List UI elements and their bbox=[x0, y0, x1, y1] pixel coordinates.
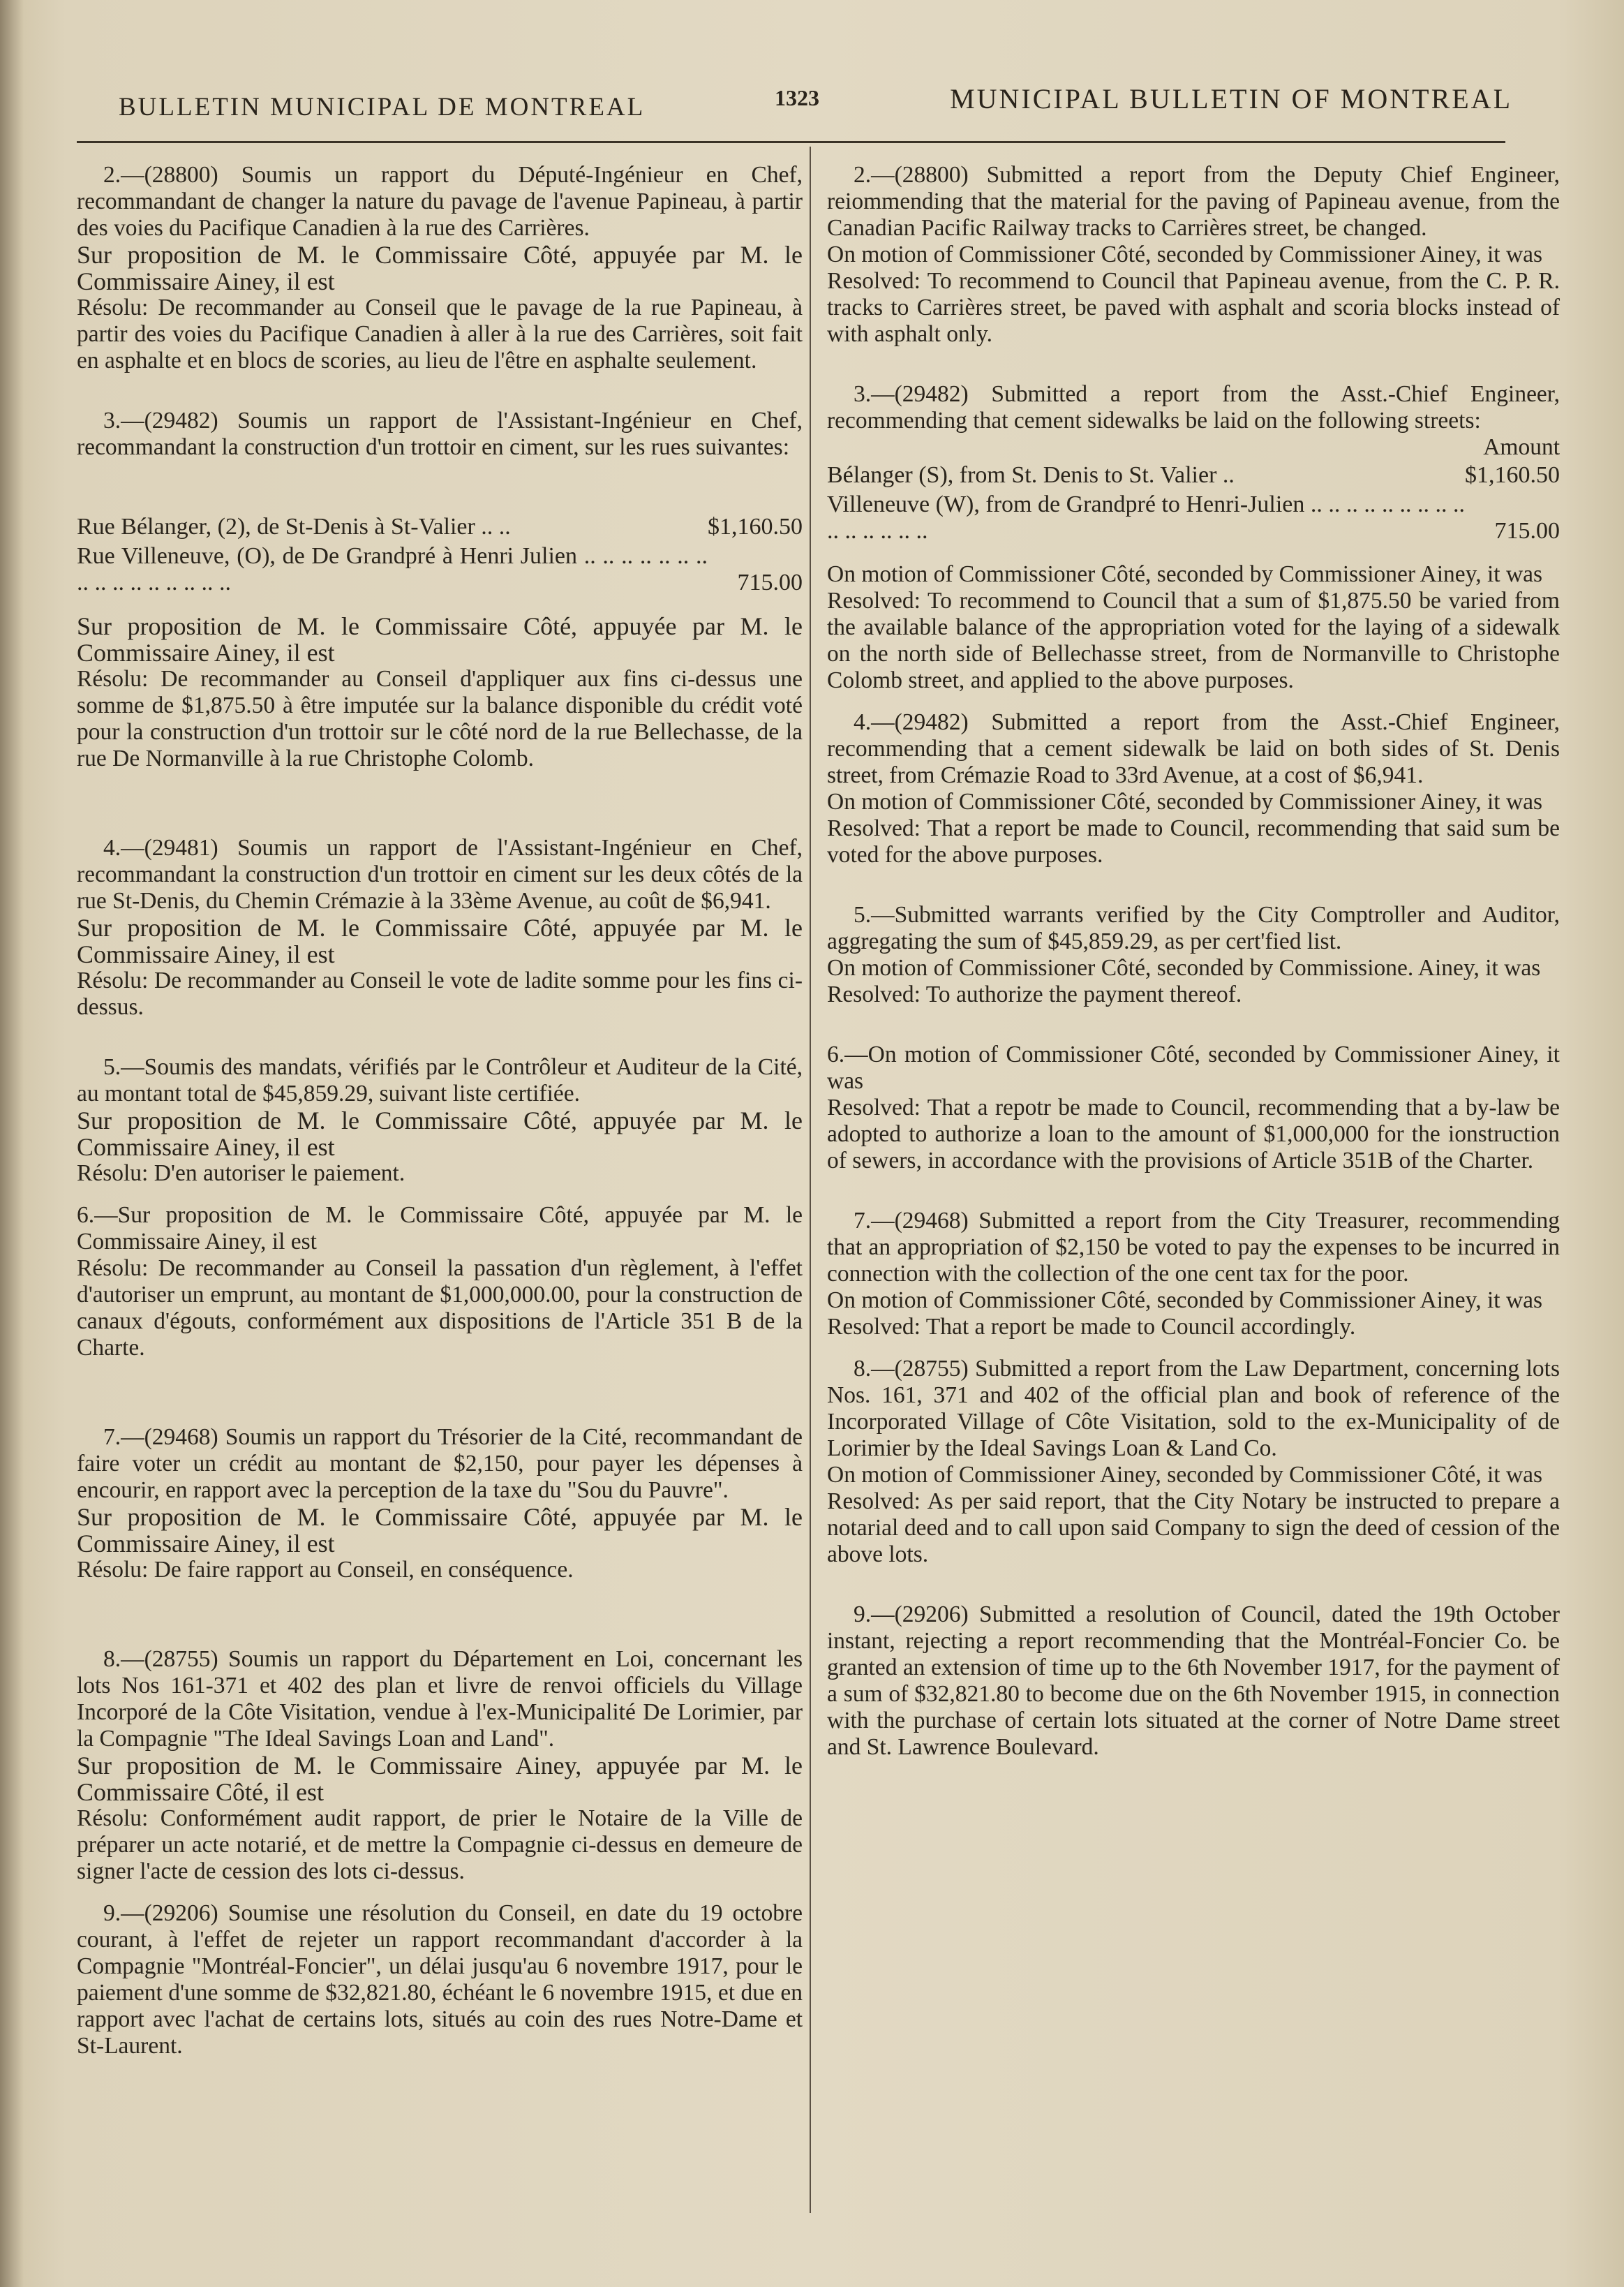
en-street-cell: Villeneuve (W), from de Grandpré to Henri-Julien .. .. .. .. .. .. .. .. .. .. .. .. .. .. .. bbox=[827, 491, 1465, 544]
fr-item-3 bbox=[77, 408, 803, 772]
en-item-6 bbox=[827, 1042, 1560, 1174]
en-item-5-report: 5.—Submitted warrants verified by the City Comptroller and Auditor, aggregating the sum of $45,859.29, as per cert'fied list. bbox=[827, 902, 1560, 954]
en-amount-cell: $1,160.50 bbox=[1465, 462, 1560, 488]
fr-item-5-report: 5.—Soumis des mandats, vérifiés par le Contrôleur et Auditeur de la Cité, au montant total de $45,859.29, suivant liste certifiée. bbox=[77, 1054, 803, 1107]
en-item-2-report: 2.—(28800) Submitted a report from the Deputy Chief Engineer, reiommending that the material for the paving of Papineau avenue, from the Canadian Pacific Railway tracks to Carrières street, be changed. bbox=[827, 162, 1560, 241]
en-item-6-resolution: Resolved: That a repotr be made to Council, recommending that a by-law be adopted to authorize a loan to the amount of $1,000,000 for the ionstruction of sewers, in accordance with the provisions of Article 351B of the Charter. bbox=[827, 1095, 1560, 1174]
french-column bbox=[77, 162, 803, 2059]
fr-item-9-report: 9.—(29206) Soumise une résolution du Conseil, en date du 19 octobre courant, à l'effet de rejeter un rapport recommandant d'accorder à la Compagnie "Montréal-Foncier", un délai jusqu'au 6 novembre 1917, pour le paiement d'une somme de $32,821.80, échéant le 6 novembre 1915, et due en rapport avec l'achat de certains lots, situés au coin des rues Notre-Dame et St-Laurent. bbox=[77, 1900, 803, 2059]
en-item-3-motion: On motion of Commissioner Côté, seconded by Commissioner Ainey, it was bbox=[827, 561, 1543, 587]
fr-item-3-resolution: Résolu: De recommander au Conseil d'appliquer aux fins ci-dessus une somme de $1,875.50 à être imputée sur la balance disponible du crédit voté pour la construction d'un trottoir sur le côté nord de la rue Bellechasse, de la rue De Normanville à la rue Christophe Colomb. bbox=[77, 666, 803, 771]
en-item-8 bbox=[827, 1356, 1560, 1568]
en-item-9 bbox=[827, 1601, 1560, 1761]
fr-item-7 bbox=[77, 1424, 803, 1583]
fr-item-2 bbox=[77, 162, 803, 374]
en-item-9-report: 9.—(29206) Submitted a resolution of Council, dated the 19th October instant, rejecting a report recommending that the Montréal-Foncier Co. be granted an extension of time up to the 6th November 1917, for the payment of a sum of $32,821.80 to become due on the 6th November 1915, in connection with the purchase of certain lots situated at the corner of Notre Dame street and St. Lawrence Boulevard. bbox=[827, 1601, 1560, 1760]
fr-item-6-resolution: Résolu: De recommander au Conseil la passation d'un règlement, à l'effet d'autoriser un emprunt, au montant de $1,000,000.00, pour la construction de canaux d'égouts, conformément aux dispositions de l'Article 351 B de la Charte. bbox=[77, 1255, 803, 1361]
fr-street-cell: Rue Villeneuve, (O), de De Grandpré à Henri Julien .. .. .. .. .. .. .. .. .. .. .. .. .. .. .. .. bbox=[77, 543, 708, 595]
fr-item-5 bbox=[77, 1054, 803, 1187]
table-row bbox=[827, 490, 1560, 546]
fr-item-8-report: 8.—(28755) Soumis un rapport du Département en Loi, concernant les lots Nos 161-371 et 402 des plan et livre de renvoi officiels du Village Incorporé de la Côte Visitation, vendue à l'ex-Municipalité De Lorimier, par la Compagnie "The Ideal Savings Loan and Land". bbox=[77, 1646, 803, 1752]
fr-amount-cell: 715.00 bbox=[737, 570, 803, 595]
amount-column-header: Amount bbox=[1483, 434, 1560, 460]
en-item-4 bbox=[827, 709, 1560, 868]
en-item-4-report: 4.—(29482) Submitted a report from the Asst.-Chief Engineer, recommending that a cement sidewalk be laid on both sides of St. Denis street, from Crémazie Road to 33rd Avenue, at a cost of $6,941. bbox=[827, 709, 1560, 788]
fr-item-7-report: 7.—(29468) Soumis un rapport du Trésorier de la Cité, recommandant de faire voter un crédit au montant de $2,150, pour payer les dépenses à encourir, en rapport avec la perception de la taxe du "Sou du Pauvre". bbox=[77, 1424, 803, 1503]
table-row bbox=[77, 542, 803, 598]
en-item-5 bbox=[827, 902, 1560, 1008]
table-row bbox=[77, 512, 803, 542]
table-row bbox=[827, 461, 1560, 490]
en-item-3 bbox=[827, 381, 1560, 694]
column-divider bbox=[810, 147, 811, 2213]
en-item-7-motion: On motion of Commissioner Côté, seconded by Commissioner Ainey, it was bbox=[827, 1287, 1543, 1313]
header-rule bbox=[77, 141, 1505, 143]
fr-amount-cell: $1,160.50 bbox=[708, 514, 803, 540]
page-spine-shadow bbox=[0, 0, 24, 2287]
fr-item-6-motion: 6.—Sur proposition de M. le Commissaire Côté, appuyée par M. le Commissaire Ainey, il est bbox=[77, 1202, 803, 1254]
running-head bbox=[112, 82, 1512, 124]
en-item-3-resolution: Resolved: To recommend to Council that a sum of $1,875.50 be varied from the available balance of the appropriation voted for the laying of a sidewalk on the north side of Bellechasse street, from de Normanville to Christophe Colomb street, and applied to the above purposes. bbox=[827, 588, 1560, 693]
en-item-5-resolution: Resolved: To authorize the payment thereof. bbox=[827, 982, 1242, 1007]
en-street-cell: Bélanger (S), from St. Denis to St. Valier .. bbox=[827, 462, 1235, 488]
fr-item-8-motion: Sur proposition de M. le Commissaire Ainey, appuyée par M. le Commissaire Côté, il est bbox=[77, 1752, 803, 1806]
fr-item-8 bbox=[77, 1646, 803, 1885]
en-item-7 bbox=[827, 1208, 1560, 1340]
fr-item-7-resolution: Résolu: De faire rapport au Conseil, en conséquence. bbox=[77, 1557, 574, 1583]
en-item-7-resolution: Resolved: That a report be made to Council accordingly. bbox=[827, 1314, 1356, 1340]
header-right-title: MUNICIPAL BULLETIN OF MONTREAL bbox=[950, 83, 1512, 114]
fr-item-5-motion: Sur proposition de M. le Commissaire Côté, appuyée par M. le Commissaire Ainey, il est bbox=[77, 1107, 803, 1161]
en-amount-cell: 715.00 bbox=[1494, 518, 1560, 544]
en-item-8-motion: On motion of Commissioner Ainey, seconded by Commissioner Côté, it was bbox=[827, 1462, 1543, 1488]
fr-item-3-report: 3.—(29482) Soumis un rapport de l'Assistant-Ingénieur en Chef, recommandant la construction d'un trottoir en ciment, sur les rues suivantes: bbox=[77, 408, 803, 460]
en-item-2-resolution: Resolved: To recommend to Council that Papineau avenue, from the C. P. R. tracks to Carrières street, be paved with asphalt and scoria blocks instead of with asphalt only. bbox=[827, 268, 1560, 347]
en-item-6-motion: 6.—On motion of Commissioner Côté, seconded by Commissioner Ainey, it was bbox=[827, 1042, 1560, 1094]
en-item-3-report: 3.—(29482) Submitted a report from the Asst.-Chief Engineer, recommending that cement sidewalks be laid on the following streets: bbox=[827, 381, 1560, 434]
en-item-4-motion: On motion of Commissioner Côté, seconded by Commissioner Ainey, it was bbox=[827, 789, 1543, 815]
fr-item-5-resolution: Résolu: D'en autoriser le paiement. bbox=[77, 1160, 405, 1186]
en-sidewalk-table bbox=[827, 461, 1560, 546]
fr-item-2-report: 2.—(28800) Soumis un rapport du Député-Ingénieur en Chef, recommandant de changer la nature du pavage de l'avenue Papineau, à partir des voies du Pacifique Canadien à la rue des Carrières. bbox=[77, 162, 803, 241]
en-item-2-motion: On motion of Commissioner Côté, seconded by Commissioner Ainey, it was bbox=[827, 242, 1543, 267]
en-item-8-report: 8.—(28755) Submitted a report from the Law Department, concerning lots Nos. 161, 371 and 402 of the official plan and book of reference of the Incorporated Village of Côte Visitation, sold to the ex-Municipality of de Lorimier by the Ideal Savings Loan & Land Co. bbox=[827, 1356, 1560, 1461]
fr-item-4-motion: Sur proposition de M. le Commissaire Côté, appuyée par M. le Commissaire Ainey, il est bbox=[77, 914, 803, 968]
en-item-7-report: 7.—(29468) Submitted a report from the City Treasurer, recommending that an appropriation of $2,150 be voted to pay the expenses to be incurred in connection with the collection of the one cent tax for the poor. bbox=[827, 1208, 1560, 1287]
fr-item-9 bbox=[77, 1900, 803, 2059]
en-item-5-motion: On motion of Commissioner Côté, seconded by Commissione. Ainey, it was bbox=[827, 955, 1541, 981]
page-number: 1323 bbox=[775, 85, 819, 110]
fr-item-2-motion: Sur proposition de M. le Commissaire Côté, appuyée par M. le Commissaire Ainey, il est bbox=[77, 241, 803, 295]
fr-item-4 bbox=[77, 835, 803, 1021]
english-column bbox=[827, 162, 1560, 1761]
en-item-8-resolution: Resolved: As per said report, that the City Notary be instructed to prepare a notarial deed and to call upon said Company to sign the deed of cession of the above lots. bbox=[827, 1488, 1560, 1567]
fr-item-4-report: 4.—(29481) Soumis un rapport de l'Assistant-Ingénieur en Chef, recommandant la construction d'un trottoir en ciment sur les deux côtés de la rue St-Denis, du Chemin Crémazie à la 33ème Avenue, au coût de $6,941. bbox=[77, 835, 803, 914]
fr-street-cell: Rue Bélanger, (2), de St-Denis à St-Valier .. .. bbox=[77, 514, 511, 540]
fr-item-7-motion: Sur proposition de M. le Commissaire Côté, appuyée par M. le Commissaire Ainey, il est bbox=[77, 1503, 803, 1557]
fr-sidewalk-table bbox=[77, 512, 803, 598]
fr-item-2-resolution: Résolu: De recommander au Conseil que le pavage de la rue Papineau, à partir des voies du Pacifique Canadien à aller à la rue des Carrières, soit fait en asphalte et en blocs de scories, au lieu de l'être en asphalte seulement. bbox=[77, 295, 803, 373]
fr-item-4-resolution: Résolu: De recommander au Conseil le vote de ladite somme pour les fins ci-dessus. bbox=[77, 968, 803, 1020]
fr-item-6 bbox=[77, 1202, 803, 1361]
en-item-4-resolution: Resolved: That a report be made to Council, recommending that said sum be voted for the above purposes. bbox=[827, 815, 1560, 868]
en-item-2 bbox=[827, 162, 1560, 348]
fr-item-3-motion: Sur proposition de M. le Commissaire Côté, appuyée par M. le Commissaire Ainey, il est bbox=[77, 612, 803, 667]
header-left-title: BULLETIN MUNICIPAL DE MONTREAL bbox=[119, 93, 646, 121]
fr-item-8-resolution: Résolu: Conformément audit rapport, de prier le Notaire de la Ville de préparer un acte notarié, et de mettre la Compagnie ci-dessus en demeure de signer l'acte de cession des lots ci-dessus. bbox=[77, 1805, 803, 1884]
